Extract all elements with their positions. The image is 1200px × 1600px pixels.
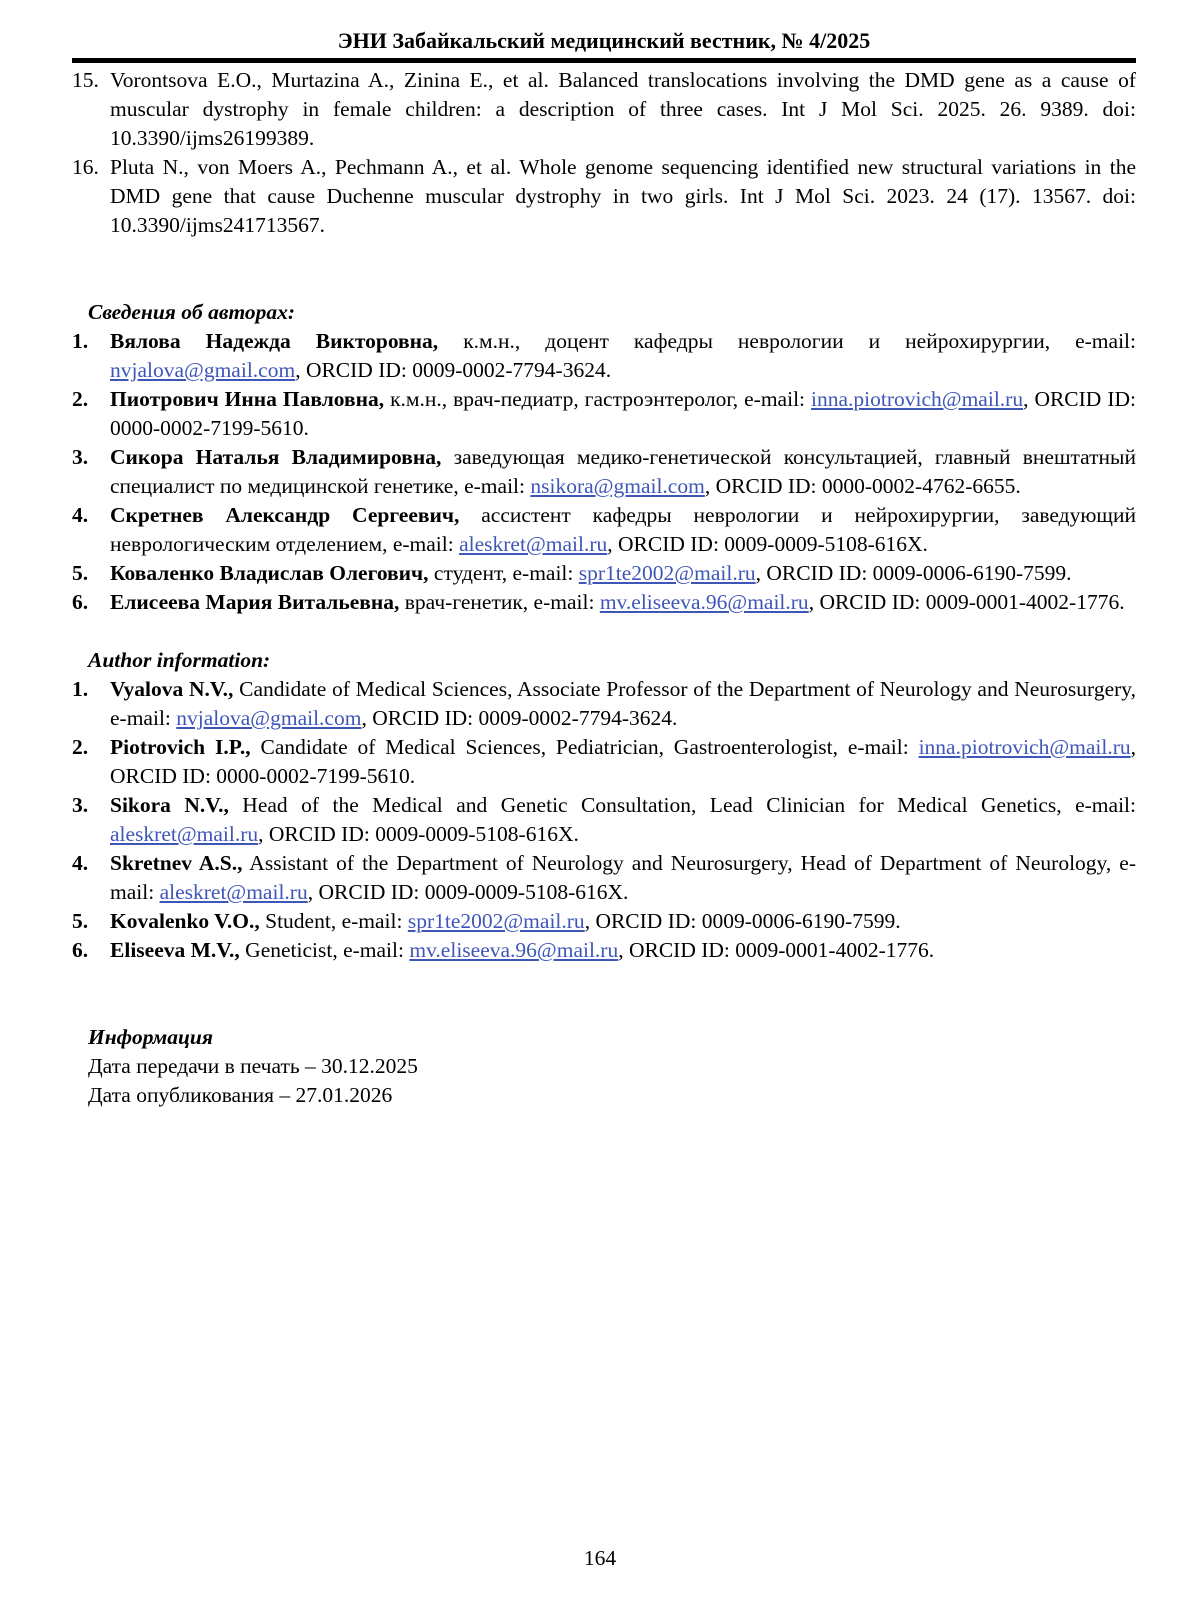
- author-description: Geneticist, e-mail:: [239, 938, 410, 962]
- author-name: Пиотрович Инна Павловна,: [110, 387, 385, 411]
- author-description: к.м.н., доцент кафедры неврологии и нейрохирургии, e-mail:: [438, 329, 1136, 353]
- author-email-link[interactable]: spr1te2002@mail.ru: [578, 561, 756, 585]
- author-email-link[interactable]: nsikora@gmail.com: [530, 474, 705, 498]
- author-number: 5.: [72, 561, 89, 585]
- author-email-link[interactable]: spr1te2002@mail.ru: [407, 909, 585, 933]
- author-email-link[interactable]: aleskret@mail.ru: [159, 880, 308, 904]
- author-number: 3.: [72, 445, 89, 469]
- author-orcid: , ORCID ID: 0009-0002-7794-3624.: [361, 706, 678, 730]
- author-description: заведующая медико-генетической консультацией, главный внештатный специалист по медицинской генетике, e-mail:: [110, 445, 1136, 498]
- author-item: [72, 907, 1136, 936]
- author-number: 6.: [72, 938, 89, 962]
- header-rule: [72, 58, 1136, 63]
- info-title: Информация: [88, 1025, 213, 1049]
- reference-text: Vorontsova E.O., Murtazina A., Zinina E., et al. Balanced translocations involving the DMD gene as a cause of muscular dystrophy in female children: a description of three cases. Int J Mol Sci. 2025. 26. 9389. doi: 10.3390/ijms26199389.: [110, 68, 1136, 150]
- author-number: 1.: [72, 677, 89, 701]
- author-description: студент, e-mail:: [428, 561, 579, 585]
- author-name: Елисеева Мария Витальевна,: [110, 590, 400, 614]
- author-email-link[interactable]: aleskret@mail.ru: [459, 532, 608, 556]
- author-number: 4.: [72, 851, 89, 875]
- author-name: Сикора Наталья Владимировна,: [110, 445, 442, 469]
- author-description: ассистент кафедры неврологии и нейрохирургии, заведующий неврологическим отделением, e-mail:: [110, 503, 1136, 556]
- author-name: Sikora N.V.,: [110, 793, 229, 817]
- reference-item: [72, 66, 1136, 153]
- page-number: 164: [583, 1546, 617, 1570]
- author-name: Skretnev A.S.,: [110, 851, 243, 875]
- author-email-link[interactable]: mv.eliseeva.96@mail.ru: [599, 590, 809, 614]
- author-description: Candidate of Medical Sciences, Associate Professor of the Department of Neurology and Neurosurgery, e-mail:: [110, 677, 1136, 730]
- author-orcid: , ORCID ID: 0009-0009-5108-616X.: [307, 880, 629, 904]
- author-item: [72, 791, 1136, 849]
- author-description: к.м.н., врач-педиатр, гастроэнтеролог, e-mail:: [384, 387, 812, 411]
- author-number: 2.: [72, 387, 89, 411]
- author-email-link[interactable]: inna.piotrovich@mail.ru: [918, 735, 1131, 759]
- publish-date: Дата опубликования – 27.01.2026: [88, 1083, 393, 1107]
- author-orcid: , ORCID ID: 0009-0009-5108-616X.: [258, 822, 579, 846]
- running-header: ЭНИ Забайкальский медицинский вестник, № 4/2025: [337, 28, 871, 53]
- author-number: 5.: [72, 909, 89, 933]
- reference-item: [72, 153, 1136, 240]
- author-item: [72, 385, 1136, 443]
- authors-en-title: Author information:: [88, 648, 271, 672]
- author-name: Eliseeva M.V.,: [110, 938, 240, 962]
- author-orcid: , ORCID ID: 0009-0001-4002-1776.: [618, 938, 935, 962]
- author-description: Student, e-mail:: [259, 909, 408, 933]
- author-number: 6.: [72, 590, 89, 614]
- author-orcid: , ORCID ID: 0009-0002-7794-3624.: [295, 358, 612, 382]
- author-number: 3.: [72, 793, 89, 817]
- author-number: 2.: [72, 735, 89, 759]
- page-content: [72, 66, 1136, 1110]
- author-item: [72, 443, 1136, 501]
- author-item: [72, 936, 1136, 965]
- reference-number: 16.: [72, 155, 99, 179]
- author-description: Candidate of Medical Sciences, Pediatrician, Gastroenterologist, e-mail:: [250, 735, 919, 759]
- reference-list: [72, 66, 1136, 240]
- author-number: 1.: [72, 329, 89, 353]
- author-item: [72, 733, 1136, 791]
- author-item: [72, 675, 1136, 733]
- author-orcid: , ORCID ID: 0000-0002-7199-5610.: [110, 735, 1137, 788]
- author-name: Коваленко Владислав Олегович,: [110, 561, 429, 585]
- author-email-link[interactable]: inna.piotrovich@mail.ru: [811, 387, 1024, 411]
- author-name: Вялова Надежда Викторовна,: [110, 329, 439, 353]
- author-item: [72, 588, 1136, 617]
- author-name: Vyalova N.V.,: [110, 677, 234, 701]
- authors-ru-title: Сведения об авторах:: [88, 300, 296, 324]
- author-name: Kovalenko V.O.,: [110, 909, 260, 933]
- author-orcid: , ORCID ID: 0000-0002-7199-5610.: [110, 387, 1136, 440]
- author-email-link[interactable]: nvjalova@gmail.com: [110, 358, 296, 382]
- authors-en-list: [72, 675, 1136, 965]
- print-date: Дата передачи в печать – 30.12.2025: [88, 1054, 418, 1078]
- author-orcid: , ORCID ID: 0009-0001-4002-1776.: [808, 590, 1125, 614]
- authors-ru-list: [72, 327, 1136, 617]
- author-orcid: , ORCID ID: 0009-0009-5108-616X.: [607, 532, 928, 556]
- author-description: Head of the Medical and Genetic Consultation, Lead Clinician for Medical Genetics, e-mail:: [228, 793, 1136, 817]
- author-number: 4.: [72, 503, 89, 527]
- author-email-link[interactable]: nvjalova@gmail.com: [176, 706, 362, 730]
- author-email-link[interactable]: mv.eliseeva.96@mail.ru: [409, 938, 619, 962]
- author-email-link[interactable]: aleskret@mail.ru: [110, 822, 259, 846]
- author-item: [72, 501, 1136, 559]
- author-description: врач-генетик, e-mail:: [399, 590, 600, 614]
- author-item: [72, 327, 1136, 385]
- reference-number: 15.: [72, 68, 99, 92]
- author-orcid: , ORCID ID: 0009-0006-6190-7599.: [584, 909, 901, 933]
- author-orcid: , ORCID ID: 0009-0006-6190-7599.: [755, 561, 1072, 585]
- author-item: [72, 559, 1136, 588]
- author-name: Скретнев Александр Сергеевич,: [110, 503, 460, 527]
- author-item: [72, 849, 1136, 907]
- author-name: Piotrovich I.P.,: [110, 735, 251, 759]
- author-orcid: , ORCID ID: 0000-0002-4762-6655.: [704, 474, 1021, 498]
- reference-text: Pluta N., von Moers A., Pechmann A., et al. Whole genome sequencing identified new structural variations in the DMD gene that cause Duchenne muscular dystrophy in two girls. Int J Mol Sci. 2023. 24 (17). 13567. doi: 10.3390/ijms241713567.: [110, 155, 1136, 237]
- author-description: Assistant of the Department of Neurology and Neurosurgery, Head of Department of Neurology, e-mail:: [110, 851, 1136, 904]
